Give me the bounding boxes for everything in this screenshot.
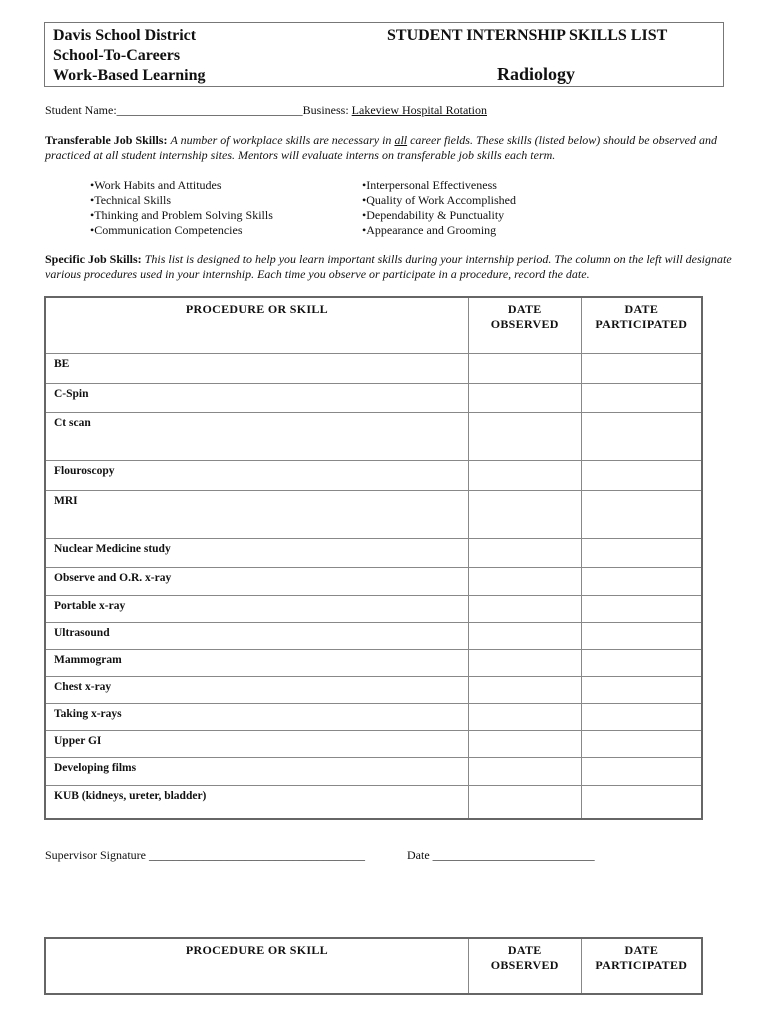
table-row [45,703,702,730]
table-row [45,730,702,757]
table-row [45,383,702,412]
transferable-all-word: all [394,133,408,147]
table-row [45,649,702,676]
date-participated-cell[interactable] [581,353,702,383]
student-name-label: Student Name: [45,103,117,117]
date-participated-cell[interactable] [581,785,702,819]
procedure-cell: Mammogram [45,649,468,676]
org-line-1: Davis School District [53,27,197,44]
date-observed-cell[interactable] [468,353,581,383]
date-observed-cell[interactable] [468,460,581,490]
procedure-cell: Nuclear Medicine study [45,538,468,567]
list-item: •Work Habits and Attitudes [90,178,222,192]
table-row [45,538,702,567]
table-row [45,595,702,622]
org-line-2: School-To-Careers [53,47,181,64]
specific-text: This list is designed to help you learn important skills during your internship period. The column on the left will designate various procedures used in your internship. Each time you observe or participate in a procedure, record the date. [45,252,732,281]
transferable-list-right [362,178,516,238]
procedure-cell: Ct scan [45,412,468,460]
date-participated-cell[interactable] [581,383,702,412]
col-header-procedure: PROCEDURE OR SKILL [45,297,468,353]
signature-date-line [407,848,595,863]
list-item: •Thinking and Problem Solving Skills [90,208,273,222]
transferable-text-a: A number of workplace skills are necessary in [170,133,392,147]
list-item: •Technical Skills [90,193,172,207]
procedure-cell: Upper GI [45,730,468,757]
date-participated-cell[interactable] [581,567,702,595]
date-observed-cell[interactable] [468,412,581,460]
date-observed-cell[interactable] [468,785,581,819]
date-participated-cell[interactable] [581,730,702,757]
table-header-row [45,938,702,994]
document-title: STUDENT INTERNSHIP SKILLS LIST [387,27,668,44]
col-header-date-observed-line2: OBSERVED [490,958,559,972]
supervisor-signature-label: Supervisor Signature [45,848,146,862]
student-business-line [45,103,487,118]
transferable-list-left [90,178,273,238]
col-header-date-participated-line2: PARTICIPATED [595,958,688,972]
procedure-cell: Observe and O.R. x-ray [45,567,468,595]
procedure-cell: Portable x-ray [45,595,468,622]
procedure-cell: Flouroscopy [45,460,468,490]
procedure-cell: Developing films [45,757,468,785]
table-row [45,460,702,490]
student-name-field[interactable]: _______________________________ [116,103,303,117]
table-row [45,676,702,703]
procedure-cell: KUB (kidneys, ureter, bladder) [45,785,468,819]
table-row [45,757,702,785]
date-observed-cell[interactable] [468,538,581,567]
procedure-cell: C-Spin [45,383,468,412]
list-item: •Communication Competencies [90,223,243,237]
col-header-date-participated-line2: PARTICIPATED [595,317,688,331]
table-row [45,490,702,538]
date-observed-cell[interactable] [468,649,581,676]
date-participated-cell[interactable] [581,676,702,703]
list-item: •Quality of Work Accomplished [362,193,516,207]
date-observed-cell[interactable] [468,757,581,785]
transferable-heading: Transferable Job Skills: [45,133,168,147]
procedure-cell: BE [45,353,468,383]
list-item: •Interpersonal Effectiveness [362,178,497,192]
table-row [45,622,702,649]
procedure-cell: Chest x-ray [45,676,468,703]
table-row [45,353,702,383]
header-box [44,22,724,87]
date-participated-cell[interactable] [581,622,702,649]
procedure-cell: Taking x-rays [45,703,468,730]
table-row [45,785,702,819]
list-item: •Appearance and Grooming [362,223,497,237]
date-observed-cell[interactable] [468,383,581,412]
document-subtitle: Radiology [497,64,576,84]
date-participated-cell[interactable] [581,703,702,730]
skills-table-continued [44,937,703,995]
procedure-cell: MRI [45,490,468,538]
col-header-date-participated-line1: DATE [624,302,659,316]
specific-heading: Specific Job Skills: [45,252,142,266]
transferable-skills-paragraph [45,133,735,163]
skills-table [44,296,703,820]
org-line-3: Work-Based Learning [53,67,206,84]
col-header-date-participated [581,297,702,353]
col-header-date-observed [468,297,581,353]
col-header-date-observed-line1: DATE [507,943,542,957]
date-observed-cell[interactable] [468,703,581,730]
col-header-date-participated-line1: DATE [624,943,659,957]
transferable-text-b: career fields. These skills (listed below) should be observed and practiced at all student internship sites. Mentors will evaluate interns on transferable job skills each term. [45,133,717,162]
supervisor-signature-line [45,848,365,863]
date-participated-cell[interactable] [581,595,702,622]
date-observed-cell[interactable] [468,567,581,595]
col-header-procedure: PROCEDURE OR SKILL [45,938,468,994]
date-observed-cell[interactable] [468,676,581,703]
table-row [45,567,702,595]
date-participated-cell[interactable] [581,757,702,785]
signature-date-field[interactable]: ___________________________ [432,848,595,862]
col-header-date-participated [581,938,702,994]
date-participated-cell[interactable] [581,649,702,676]
date-participated-cell[interactable] [581,538,702,567]
table-header-row [45,297,702,353]
business-label: Business: [302,103,349,117]
procedure-cell: Ultrasound [45,622,468,649]
signature-date-label: Date [407,848,430,862]
col-header-date-observed-line2: OBSERVED [490,317,559,331]
business-value: Lakeview Hospital Rotation [351,103,487,117]
table-row [45,412,702,460]
col-header-date-observed-line1: DATE [507,302,542,316]
date-participated-cell[interactable] [581,460,702,490]
date-observed-cell[interactable] [468,622,581,649]
organization-block [53,26,205,86]
list-item: •Dependability & Punctuality [362,208,505,222]
date-participated-cell[interactable] [581,490,702,538]
date-participated-cell[interactable] [581,412,702,460]
specific-skills-paragraph [45,252,735,282]
supervisor-signature-field[interactable]: ____________________________________ [149,848,365,862]
date-observed-cell[interactable] [468,595,581,622]
date-observed-cell[interactable] [468,490,581,538]
date-observed-cell[interactable] [468,730,581,757]
col-header-date-observed [468,938,581,994]
